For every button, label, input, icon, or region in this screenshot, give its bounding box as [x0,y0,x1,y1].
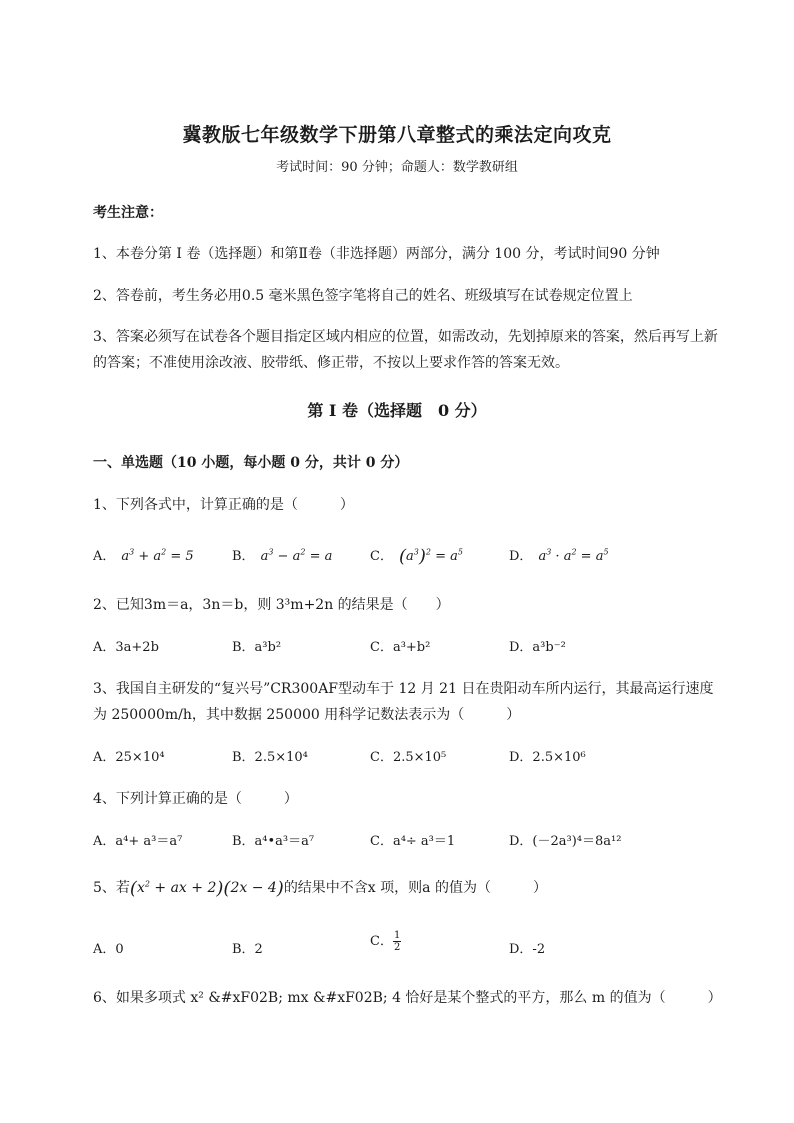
option-formula: $a^3 + a^2 = 5$ [121,547,194,564]
question-3-option-b: B．2.5×10⁴ [232,750,308,765]
question-1-option-a [93,545,194,564]
notice-1: 1、本卷分第 I 卷（选择题）和第Ⅱ卷（非选择题）两部分，满分 100 分，考试时间90 分钟 [93,246,660,262]
part-heading: 一、单选题（10 小题，每小题 0 分，共计 0 分） [93,455,409,471]
question-3-option-c: C．2.5×10⁵ [370,750,447,765]
notice-3-cont: 的答案；不准使用涂改液、胶带纸、修正带，不按以上要求作答的答案无效。 [93,355,569,371]
question-2-option-a: A．3a+2b [93,640,159,655]
option-label: C． [370,934,393,949]
question-2-option-d: D．a³b⁻² [509,640,566,655]
question-5-option-d: D．-2 [509,942,546,957]
option-formula: $a^3 \cdot a^2 = a^5$ [538,547,609,564]
question-3-stem-line2: 为 250000m/h，其中数据 250000 用科学记数法表示为（ ） [93,707,521,723]
page-title: 冀教版七年级数学下册第八章整式的乘法定向攻克 [182,124,612,146]
option-label: B． [232,549,255,564]
option-label: A． [93,549,116,564]
question-2-option-c: C．a³+b² [370,640,431,655]
question-5-option-b: B．2 [232,942,263,957]
question-2-option-b: B．a³b² [232,640,282,655]
option-label: C． [370,549,393,564]
option-formula: $(a^3)^2 = a^5$ [398,546,463,567]
question-1-option-b [232,545,332,564]
question-3-option-a: A．25×10⁴ [93,750,165,765]
question-5-stem [93,877,547,899]
fraction-one-half: $\frac{1}{2}$ [393,930,401,953]
question-1-option-c [370,545,463,567]
question-1-stem: 1、下列各式中，计算正确的是（ ） [93,497,354,513]
question-3-option-d: D．2.5×10⁶ [509,750,586,765]
question-1-option-d [509,545,609,564]
question-4-option-b: B．a⁴•a³＝a⁷ [232,834,315,849]
question-5-option-c [370,930,401,953]
page-subtitle: 考试时间：90 分钟；命题人：数学教研组 [276,160,518,175]
question-2-stem: 2、已知3m＝a，3n＝b，则 3³m+2n 的结果是（ ） [93,597,450,613]
question-4-option-c: C．a⁴÷ a³＝1 [370,834,456,849]
notice-2: 2、答卷前，考生务必用0.5 毫米黑色签字笔将自己的姓名、班级填写在试卷规定位置上 [93,288,633,304]
question-5-prefix: 5、若 [93,880,130,896]
question-4-option-a: A．a⁴+ a³＝a⁷ [93,834,183,849]
section-title: 第 I 卷（选择题 0 分） [307,401,487,420]
question-5-suffix: 的结果中不含x 项，则a 的值为（ ） [283,880,547,896]
option-formula: $a^3 - a^2 = a$ [260,547,333,564]
question-4-option-d: D．(－2a³)⁴＝8a¹² [509,834,622,849]
option-label: D． [509,549,533,564]
notice-heading: 考生注意： [93,205,163,221]
notice-3: 3、答案必须写在试卷各个题目指定区域内相应的位置，如需改动，先划掉原来的答案，然后再写上新 [93,329,718,345]
question-4-stem: 4、下列计算正确的是（ ） [93,791,298,807]
question-5-option-a: A．0 [93,942,124,957]
question-3-stem-line1: 3、我国自主研发的“复兴号”CR300AF型动车于 12 月 21 日在贵阳动车所内运行，其最高运行速度 [93,681,714,697]
question-5-expression: ($x^2$ + ax + 2)(2x − 4) [129,878,284,899]
question-6-stem: 6、如果多项式 x² &#xF02B; mx &#xF02B; 4 恰好是某个整式的平方，那么 m 的值为（ ） [93,990,722,1006]
